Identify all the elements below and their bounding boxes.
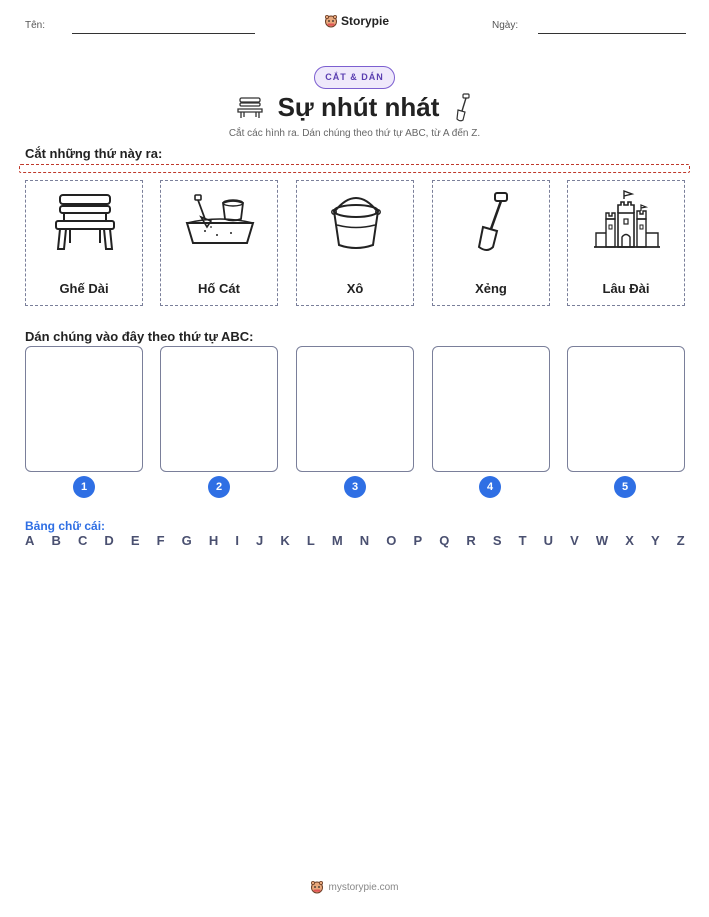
alphabet-letter: F — [156, 533, 165, 548]
alphabet-letter: D — [104, 533, 114, 548]
cut-line — [19, 164, 690, 173]
cut-heading: Cắt những thứ này ra: — [25, 146, 163, 161]
alphabet-letter: O — [386, 533, 397, 548]
cut-card-bench[interactable] — [25, 180, 143, 306]
card-label: Ghế Dài — [59, 281, 109, 296]
alphabet-letter: T — [518, 533, 527, 548]
cut-card-shovel[interactable] — [432, 180, 550, 306]
alphabet-letter: A — [25, 533, 35, 548]
storypie-mascot-icon — [310, 880, 324, 894]
alphabet-letter: Q — [439, 533, 450, 548]
castle-icon — [592, 189, 662, 255]
alphabet-letter: L — [306, 533, 315, 548]
footer — [0, 880, 709, 894]
cut-card-sandbox[interactable] — [160, 180, 278, 306]
alphabet-letter: M — [331, 533, 343, 548]
alphabet-letter: R — [466, 533, 476, 548]
name-label: Tên: — [25, 20, 46, 31]
paste-heading: Dán chúng vào đây theo thứ tự ABC: — [25, 329, 254, 344]
alphabet-letter: G — [181, 533, 192, 548]
cut-card-castle[interactable] — [567, 180, 685, 306]
slot-number: 4 — [479, 476, 501, 498]
slot-number: 5 — [614, 476, 636, 498]
alphabet-letter: E — [130, 533, 140, 548]
alphabet-letter: K — [280, 533, 290, 548]
alphabet-letter: S — [492, 533, 502, 548]
alphabet-letter: I — [235, 533, 239, 548]
cut-card-bucket[interactable] — [296, 180, 414, 306]
alphabet-letter: V — [570, 533, 579, 548]
alphabet-letter: P — [413, 533, 423, 548]
activity-badge: CẮT & DÁN — [314, 66, 395, 89]
title-row — [0, 92, 709, 123]
storypie-mascot-icon — [324, 14, 338, 28]
bucket-icon — [321, 189, 391, 255]
alphabet-letter: W — [595, 533, 609, 548]
alphabet-letter: X — [625, 533, 634, 548]
slot-number: 1 — [73, 476, 95, 498]
slot-number: 3 — [344, 476, 366, 498]
bench-icon — [236, 96, 264, 120]
date-line[interactable] — [538, 33, 686, 34]
instructions: Cắt các hình ra. Dán chúng theo thứ tự ABC, từ A đến Z. — [228, 128, 481, 139]
paste-slot-2[interactable] — [160, 346, 278, 472]
paste-slot-3[interactable] — [296, 346, 414, 472]
paste-slot-1[interactable] — [25, 346, 143, 472]
card-label: Hố Cát — [198, 281, 240, 296]
alphabet-letter: Y — [650, 533, 660, 548]
alphabet-title: Bảng chữ cái: — [25, 519, 106, 533]
footer-site[interactable]: mystorypie.com — [328, 881, 399, 893]
alphabet-letter: J — [256, 533, 264, 548]
alphabet-letter: C — [77, 533, 88, 548]
alphabet-letter: Z — [676, 533, 685, 548]
card-label: Xẻng — [475, 281, 507, 296]
shovel-icon — [457, 189, 527, 255]
card-label: Lâu Đài — [602, 281, 650, 296]
alphabet-row — [25, 533, 685, 548]
brand-name: Storypie — [341, 14, 390, 28]
alphabet-letter: U — [543, 533, 554, 548]
sandbox-icon — [185, 189, 255, 255]
alphabet-letter: B — [51, 533, 61, 548]
page-title: Sự nhút nhát — [277, 92, 440, 122]
paste-slot-5[interactable] — [567, 346, 685, 472]
date-label: Ngày: — [492, 20, 519, 31]
bench-icon — [50, 189, 120, 255]
paste-slot-4[interactable] — [432, 346, 550, 472]
alphabet-letter: H — [208, 533, 219, 548]
shovel-icon — [453, 93, 473, 123]
alphabet-letter: N — [359, 533, 370, 548]
card-label: Xô — [346, 281, 364, 296]
slot-number: 2 — [208, 476, 230, 498]
name-line[interactable] — [72, 33, 255, 34]
brand-logo — [324, 14, 389, 28]
